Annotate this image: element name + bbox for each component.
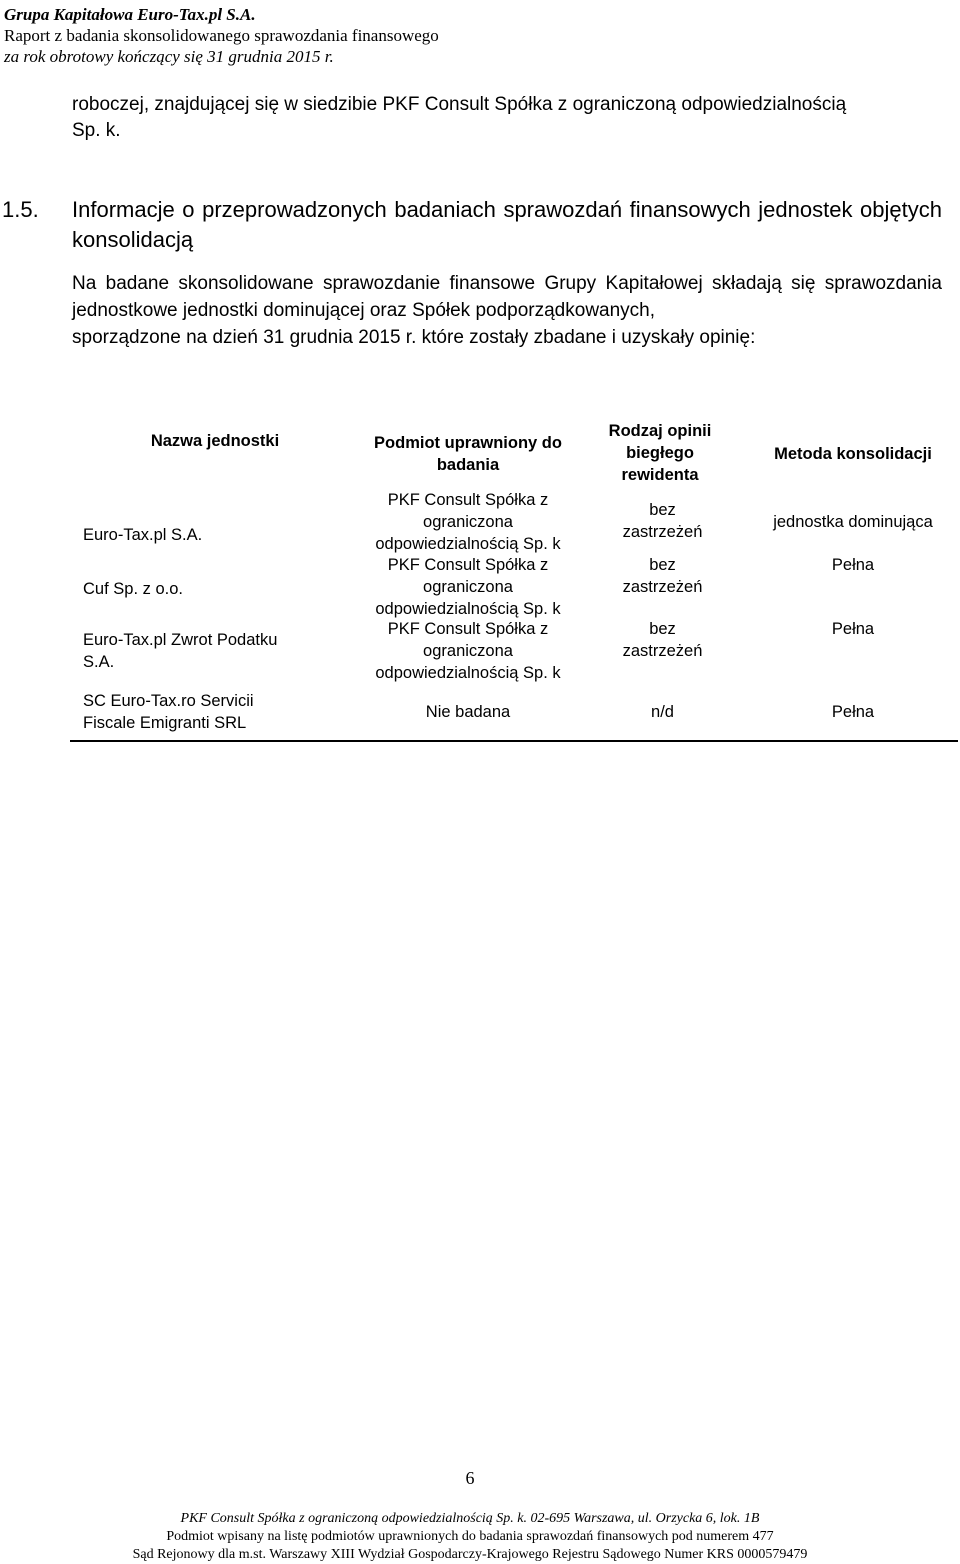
table-row-1-opinion: bez zastrzeżeń bbox=[622, 501, 703, 541]
table-row-3-auditor: PKF Consult Spółka z ograniczona odpowiedzialnością Sp. k bbox=[375, 620, 561, 682]
header-auditor: Podmiot uprawniony do badania bbox=[374, 434, 562, 474]
header-report-title: Raport z badania skonsolidowanego sprawozdania finansowego bbox=[4, 26, 439, 45]
table-row-1-name: Euro-Tax.pl S.A. bbox=[83, 526, 203, 544]
header-name: Nazwa jednostki bbox=[150, 432, 280, 450]
table-row-4-auditor: Nie badana bbox=[425, 703, 511, 721]
footer-line-1: PKF Consult Spółka z ograniczoną odpowiedzialnością Sp. k. 02-695 Warszawa, ul. Orzycka 6, lok. 1B bbox=[180, 1511, 760, 1526]
section-number: 1.5. bbox=[2, 197, 39, 222]
intro-text-last: sporządzone na dzień 31 grudnia 2015 r. które zostały zbadane i uzyskały opinię: bbox=[72, 327, 756, 348]
footer-line-2: Podmiot wpisany na listę podmiotów uprawnionych do badania sprawozdań finansowych pod numerem 477 bbox=[166, 1529, 774, 1544]
page-footer bbox=[0, 1510, 940, 1564]
continuation-line-1: roboczej, znajdującej się w siedzibie PKF Consult Spółka z ograniczoną odpowiedzialnością bbox=[72, 94, 847, 115]
table-row-3-name: Euro-Tax.pl Zwrot Podatku S.A. bbox=[83, 631, 278, 671]
intro-paragraph bbox=[72, 270, 942, 351]
header-method: Metoda konsolidacji bbox=[774, 445, 932, 463]
header-opinion: Rodzaj opinii biegłego rewidenta bbox=[608, 422, 712, 484]
page-number: 6 bbox=[465, 1468, 475, 1488]
page-header bbox=[4, 4, 439, 67]
table-row-4-name: SC Euro-Tax.ro Servicii Fiscale Emigranti SRL bbox=[83, 692, 254, 732]
intro-text-main: Na badane skonsolidowane sprawozdanie finansowe Grupy Kapitałowej składają się sprawozdania jednostkowe jednostki dominującej oraz Spółek podporządkowanych, bbox=[72, 273, 942, 321]
table-bottom-rule bbox=[70, 740, 958, 742]
table-row-3-opinion: bez zastrzeżeń bbox=[622, 620, 703, 660]
header-company: Grupa Kapitałowa Euro-Tax.pl S.A. bbox=[4, 5, 256, 24]
table-row-3-method: Pełna bbox=[831, 620, 875, 638]
table-row-2-method: Pełna bbox=[831, 556, 875, 574]
table-row-1-auditor: PKF Consult Spółka z ograniczona odpowiedzialnością Sp. k bbox=[375, 491, 561, 553]
section-title: Informacje o przeprowadzonych badaniach sprawozdań finansowych jednostek objętych konsolidacją bbox=[72, 197, 942, 252]
table-row-4-opinion: n/d bbox=[651, 703, 674, 721]
table-row-4-method: Pełna bbox=[831, 703, 875, 721]
table-row-2-opinion: bez zastrzeżeń bbox=[622, 556, 703, 596]
table-row-1-method: jednostka dominująca bbox=[773, 513, 933, 531]
table-row-2-auditor: PKF Consult Spółka z ograniczona odpowiedzialnością Sp. k bbox=[375, 556, 561, 618]
continuation-paragraph bbox=[72, 92, 942, 144]
header-period: za rok obrotowy kończący się 31 grudnia 2015 r. bbox=[4, 47, 334, 66]
footer-line-3: Sąd Rejonowy dla m.st. Warszawy XIII Wydział Gospodarczy-Krajowego Rejestru Sądowego Numer KRS 0000579479 bbox=[132, 1547, 808, 1562]
table-row-2-name: Cuf Sp. z o.o. bbox=[83, 580, 183, 598]
continuation-line-2: Sp. k. bbox=[72, 120, 121, 141]
